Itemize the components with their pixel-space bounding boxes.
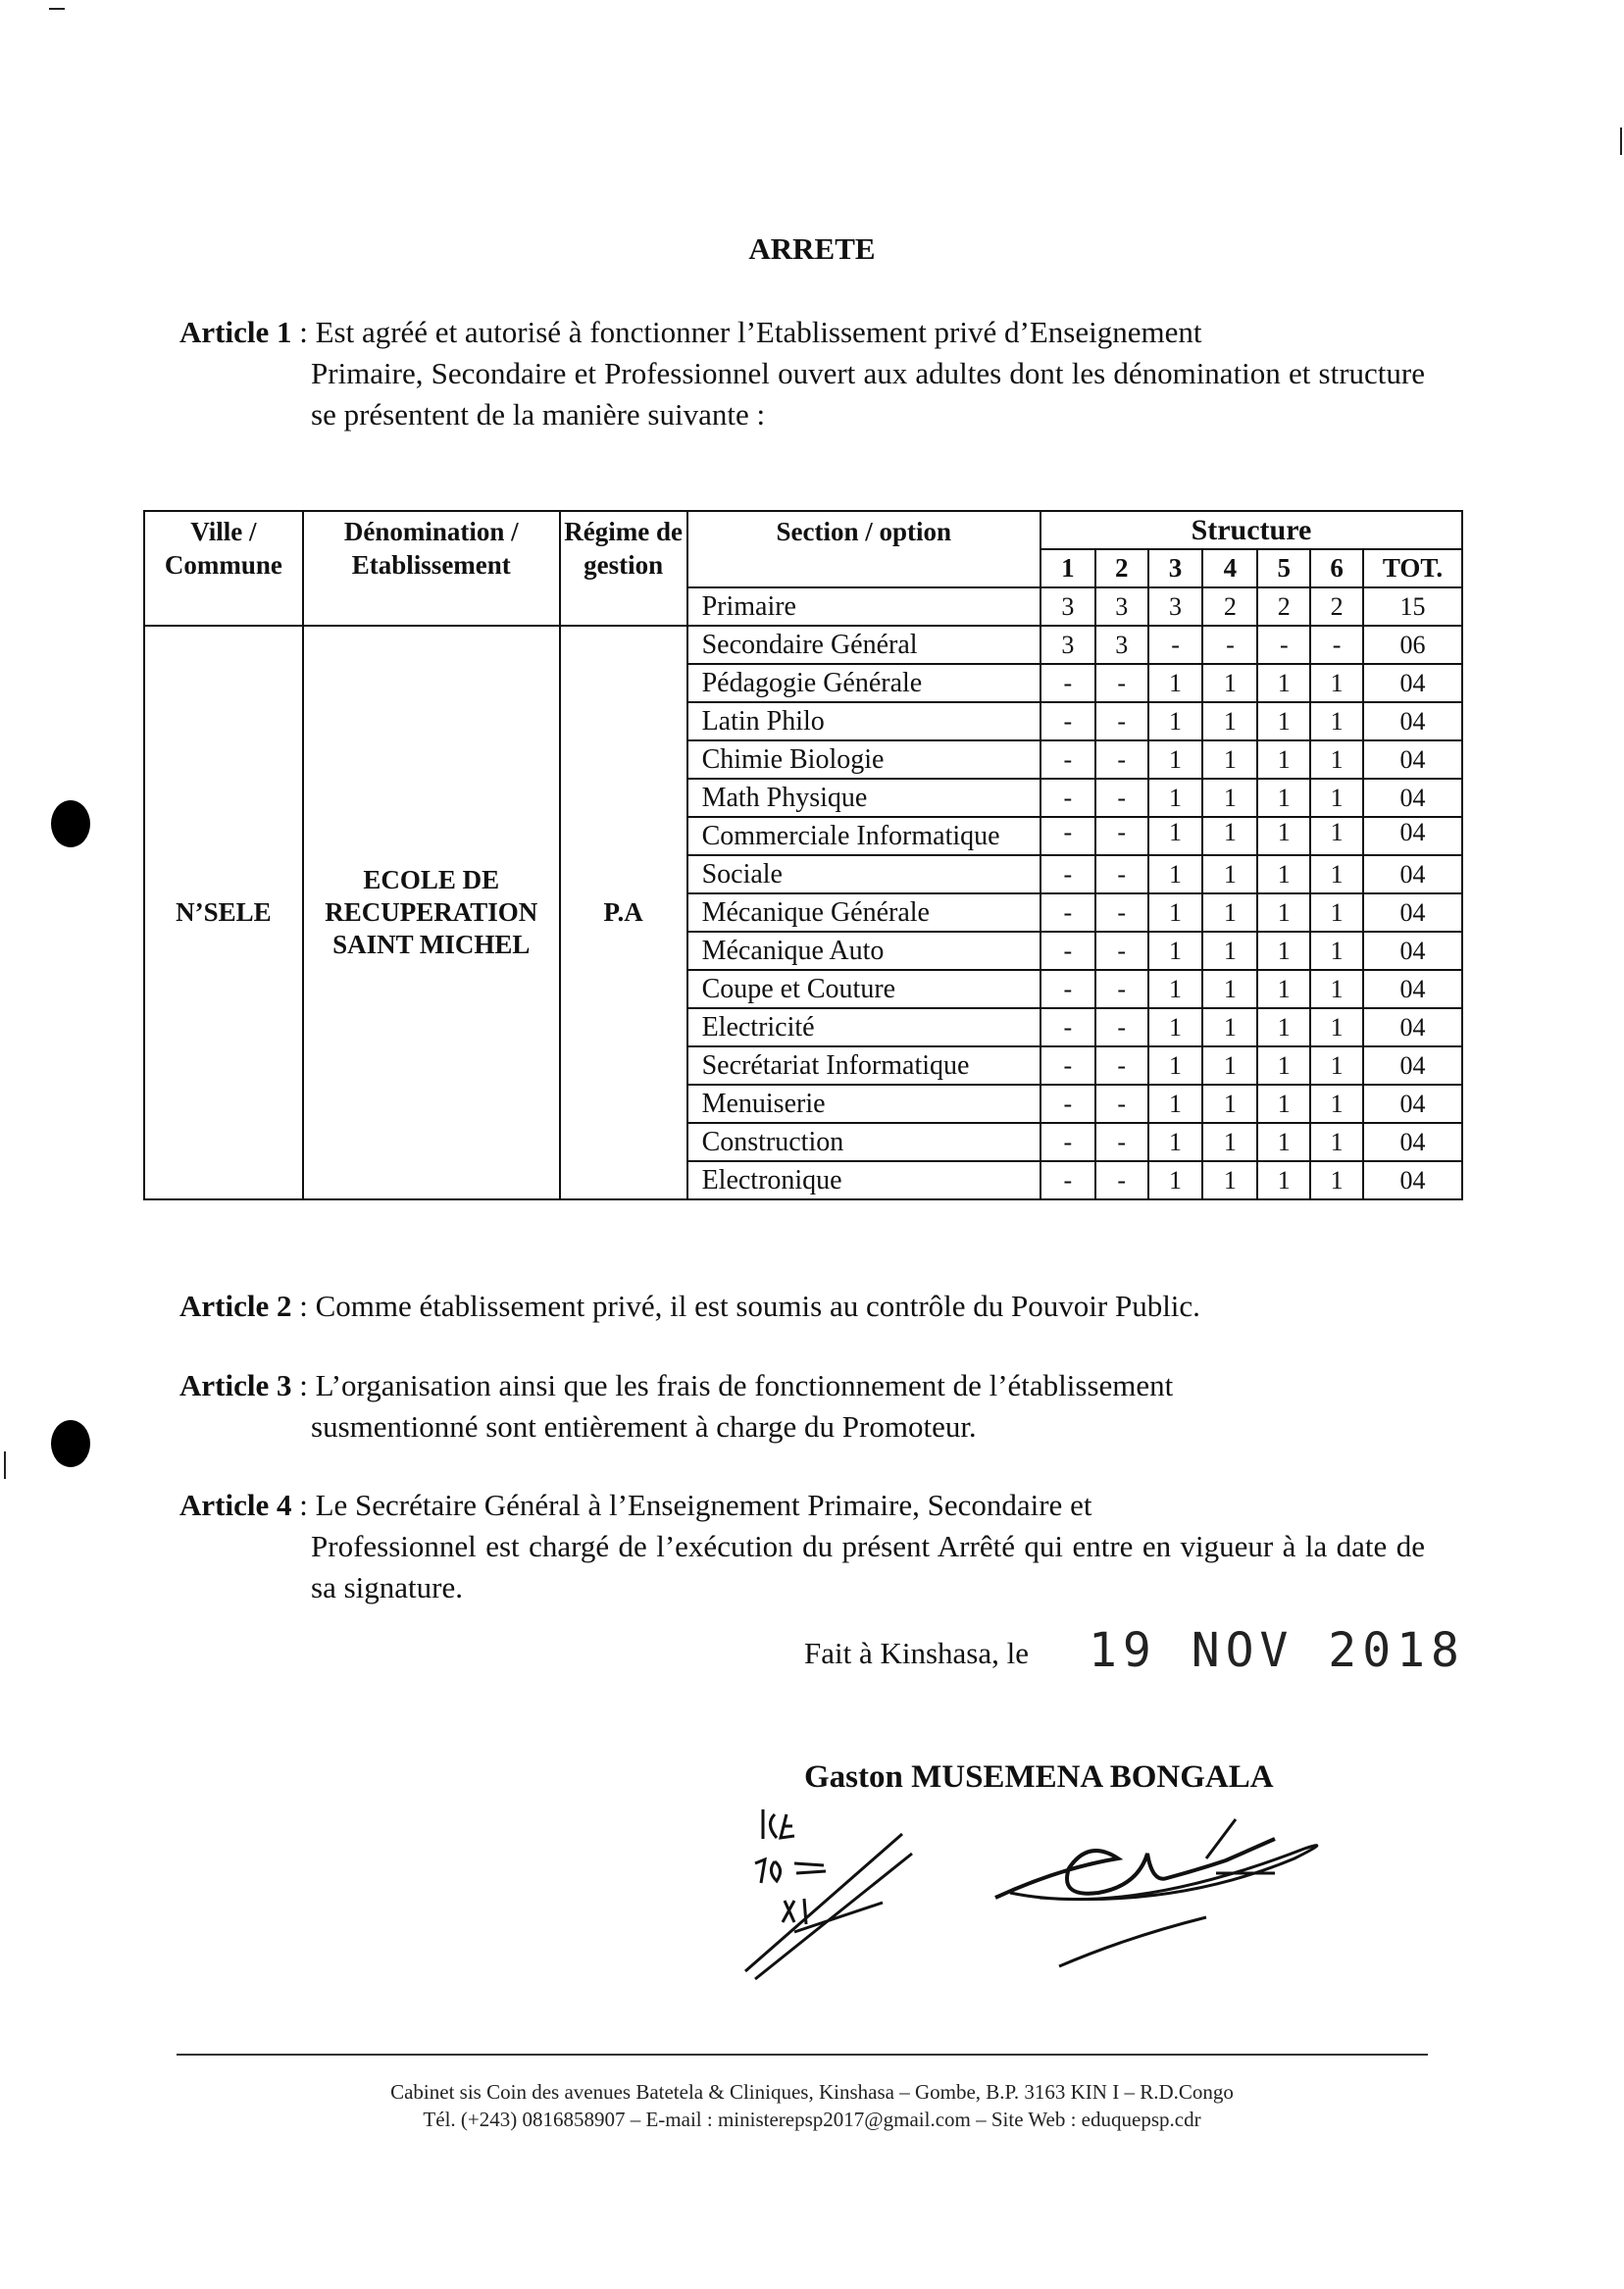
header-col-4: 4 <box>1202 549 1257 587</box>
header-denomination: Dénomination / Etablissement <box>303 511 560 626</box>
structure-cell-c2: - <box>1095 1161 1148 1199</box>
structure-cell-c1: 3 <box>1040 626 1095 664</box>
article-1-sep: : <box>291 315 316 349</box>
structure-cell-c5: 1 <box>1257 1123 1310 1161</box>
article-2 <box>179 1286 1425 1327</box>
section-cell: Mécanique Auto <box>687 932 1040 970</box>
structure-cell-c4: 1 <box>1202 1123 1257 1161</box>
structure-cell-c5: 1 <box>1257 702 1310 740</box>
structure-cell-c2: - <box>1095 1046 1148 1085</box>
structure-cell-c1: - <box>1040 702 1095 740</box>
structure-cell-c3: 1 <box>1148 1123 1203 1161</box>
structure-cell-c4: - <box>1202 626 1257 664</box>
structure-cell-c1: - <box>1040 1085 1095 1123</box>
section-cell: Chimie Biologie <box>687 740 1040 779</box>
section-cell: Pédagogie Générale <box>687 664 1040 702</box>
article-4-line1: Le Secrétaire Général à l’Enseignement Primaire, Secondaire et <box>315 1488 1092 1522</box>
article-3-label: Article 3 <box>179 1368 292 1402</box>
structure-cell-c6: 1 <box>1310 893 1363 932</box>
structure-cell-c2: - <box>1095 1085 1148 1123</box>
section-cell: Electronique <box>687 1161 1040 1199</box>
structure-cell-c1: - <box>1040 1008 1095 1046</box>
structure-cell-c3: 1 <box>1148 855 1203 893</box>
structure-cell-c3: 3 <box>1148 587 1203 626</box>
section-cell: Menuiserie <box>687 1085 1040 1123</box>
structure-cell-c2: - <box>1095 664 1148 702</box>
structure-cell-c3: 1 <box>1148 1085 1203 1123</box>
structure-cell-c1: - <box>1040 970 1095 1008</box>
structure-cell-c3: 1 <box>1148 1046 1203 1085</box>
structure-cell-c2: - <box>1095 702 1148 740</box>
scan-mark-left <box>4 1451 6 1479</box>
place-date-line: Fait à Kinshasa, le <box>804 1636 1030 1670</box>
header-col-6: 6 <box>1310 549 1363 587</box>
structure-cell-c5: 1 <box>1257 932 1310 970</box>
article-3-sep: : <box>291 1368 316 1402</box>
structure-cell-c1: - <box>1040 664 1095 702</box>
section-cell: Secrétariat Informatique <box>687 1046 1040 1085</box>
structure-cell-c5: 1 <box>1257 1161 1310 1199</box>
structure-cell-c1: - <box>1040 893 1095 932</box>
structure-cell-c4: 1 <box>1202 1085 1257 1123</box>
structure-cell-c2: - <box>1095 740 1148 779</box>
structure-cell-tot: 04 <box>1363 970 1462 1008</box>
structure-cell-c2: - <box>1095 1008 1148 1046</box>
document-title: ARRETE <box>748 231 876 266</box>
structure-cell-c1: - <box>1040 1161 1095 1199</box>
structure-cell-c5: 2 <box>1257 587 1310 626</box>
article-1-label: Article 1 <box>179 315 292 349</box>
handwritten-initials <box>736 1785 932 1991</box>
section-cell: Coupe et Couture <box>687 970 1040 1008</box>
article-2-label: Article 2 <box>179 1289 292 1323</box>
structure-cell-tot: 04 <box>1363 1085 1462 1123</box>
structure-cell-c1: - <box>1040 740 1095 779</box>
structure-cell-c1: - <box>1040 932 1095 970</box>
structure-cell-tot: 04 <box>1363 779 1462 817</box>
structure-cell-c5: 1 <box>1257 893 1310 932</box>
header-col-2: 2 <box>1095 549 1148 587</box>
section-cell: Secondaire Général <box>687 626 1040 664</box>
section-cell: Sociale <box>687 855 1040 893</box>
structure-cell-c2: - <box>1095 1123 1148 1161</box>
article-4-sep: : <box>291 1488 316 1522</box>
structure-cell-c3: 1 <box>1148 817 1203 855</box>
article-3-text: susmentionné sont entièrement à charge du Promoteur. <box>311 1409 977 1444</box>
regime-cell: P.A <box>560 626 687 1199</box>
structure-cell-c1: - <box>1040 1046 1095 1085</box>
structure-cell-tot: 04 <box>1363 664 1462 702</box>
article-1-text: Primaire, Secondaire et Professionnel ouvert aux adultes dont les dénomination et structure se présentent de la manière suivante : <box>311 356 1425 432</box>
scan-mark-top-left <box>49 8 65 10</box>
structure-cell-c2: - <box>1095 817 1148 855</box>
structure-cell-c4: 1 <box>1202 702 1257 740</box>
section-cell: Primaire <box>687 587 1040 626</box>
structure-cell-c3: 1 <box>1148 1161 1203 1199</box>
structure-cell-c5: 1 <box>1257 1046 1310 1085</box>
structure-cell-c2: 3 <box>1095 587 1148 626</box>
structure-cell-tot: 04 <box>1363 855 1462 893</box>
structure-cell-tot: 04 <box>1363 1161 1462 1199</box>
structure-cell-c1: - <box>1040 817 1095 855</box>
structure-cell-c6: 1 <box>1310 970 1363 1008</box>
structure-cell-tot: 04 <box>1363 817 1462 855</box>
structure-cell-c4: 1 <box>1202 779 1257 817</box>
etablissement-cell: ECOLE DE RECUPERATION SAINT MICHEL <box>303 626 560 1199</box>
section-cell: Construction <box>687 1123 1040 1161</box>
date-stamp: 19 NOV 2018 <box>1089 1623 1465 1678</box>
structure-cell-c2: - <box>1095 970 1148 1008</box>
table-row <box>144 626 1462 664</box>
structure-cell-c5: 1 <box>1257 970 1310 1008</box>
structure-cell-c1: - <box>1040 1123 1095 1161</box>
header-ville: Ville / Commune <box>144 511 303 626</box>
structure-cell-c6: 1 <box>1310 1123 1363 1161</box>
article-3-line1: L’organisation ainsi que les frais de fonctionnement de l’établissement <box>315 1368 1174 1402</box>
structure-cell-c4: 2 <box>1202 587 1257 626</box>
structure-cell-c3: 1 <box>1148 932 1203 970</box>
structure-cell-c3: - <box>1148 626 1203 664</box>
section-cell: Math Physique <box>687 779 1040 817</box>
structure-cell-c4: 1 <box>1202 855 1257 893</box>
structure-cell-c3: 1 <box>1148 702 1203 740</box>
structure-cell-tot: 04 <box>1363 1123 1462 1161</box>
structure-cell-c4: 1 <box>1202 740 1257 779</box>
structure-cell-c5: 1 <box>1257 664 1310 702</box>
structure-cell-c3: 1 <box>1148 970 1203 1008</box>
structure-cell-c5: 1 <box>1257 1085 1310 1123</box>
structure-cell-c3: 1 <box>1148 893 1203 932</box>
header-regime: Régime de gestion <box>560 511 687 626</box>
ville-cell: N’SELE <box>144 626 303 1199</box>
structure-cell-c2: - <box>1095 932 1148 970</box>
structure-cell-c2: - <box>1095 893 1148 932</box>
punch-hole-bottom <box>51 1420 90 1467</box>
structure-cell-tot: 04 <box>1363 932 1462 970</box>
structure-cell-c5: 1 <box>1257 1008 1310 1046</box>
structure-table <box>143 510 1463 1200</box>
structure-cell-tot: 04 <box>1363 1008 1462 1046</box>
structure-cell-c2: 3 <box>1095 626 1148 664</box>
structure-cell-c6: 1 <box>1310 664 1363 702</box>
structure-cell-tot: 04 <box>1363 702 1462 740</box>
article-2-text: Comme établissement privé, il est soumis au contrôle du Pouvoir Public. <box>315 1289 1200 1323</box>
structure-cell-c3: 1 <box>1148 779 1203 817</box>
structure-cell-tot: 06 <box>1363 626 1462 664</box>
structure-cell-tot: 15 <box>1363 587 1462 626</box>
structure-cell-c5: 1 <box>1257 779 1310 817</box>
article-4-text: Professionnel est chargé de l’exécution du présent Arrêté qui entre en vigueur à la date de sa signature. <box>311 1529 1425 1604</box>
article-1-line1: Est agréé et autorisé à fonctionner l’Etablissement privé d’Enseignement <box>315 315 1202 349</box>
structure-cell-c4: 1 <box>1202 1161 1257 1199</box>
structure-cell-c3: 1 <box>1148 664 1203 702</box>
structure-cell-c1: - <box>1040 855 1095 893</box>
structure-cell-c6: 1 <box>1310 1161 1363 1199</box>
structure-cell-c2: - <box>1095 779 1148 817</box>
structure-cell-c3: 1 <box>1148 740 1203 779</box>
structure-cell-c6: 1 <box>1310 1046 1363 1085</box>
punch-hole-top <box>51 800 90 847</box>
structure-cell-c1: 3 <box>1040 587 1095 626</box>
section-cell: Commerciale Informatique <box>687 817 1040 855</box>
header-section: Section / option <box>687 511 1040 587</box>
structure-cell-c4: 1 <box>1202 817 1257 855</box>
structure-cell-c6: 1 <box>1310 855 1363 893</box>
structure-cell-tot: 04 <box>1363 1046 1462 1085</box>
structure-cell-c5: - <box>1257 626 1310 664</box>
structure-cell-c4: 1 <box>1202 664 1257 702</box>
structure-cell-c4: 1 <box>1202 893 1257 932</box>
scan-mark-right <box>1620 127 1622 155</box>
section-cell: Latin Philo <box>687 702 1040 740</box>
structure-cell-c6: 1 <box>1310 702 1363 740</box>
footer-address: Cabinet sis Coin des avenues Batetela & Cliniques, Kinshasa – Gombe, B.P. 3163 KIN I – R.D.Congo <box>390 2080 1234 2104</box>
structure-cell-c3: 1 <box>1148 1008 1203 1046</box>
signature <box>981 1800 1373 1976</box>
structure-cell-c4: 1 <box>1202 1046 1257 1085</box>
structure-cell-c2: - <box>1095 855 1148 893</box>
article-1 <box>179 312 1425 435</box>
article-2-sep: : <box>291 1289 316 1323</box>
article-4-label: Article 4 <box>179 1488 292 1522</box>
structure-cell-c1: - <box>1040 779 1095 817</box>
structure-cell-c6: 1 <box>1310 1008 1363 1046</box>
section-cell: Electricité <box>687 1008 1040 1046</box>
article-4 <box>179 1485 1425 1608</box>
header-col-3: 3 <box>1148 549 1203 587</box>
structure-cell-c4: 1 <box>1202 932 1257 970</box>
structure-cell-tot: 04 <box>1363 893 1462 932</box>
footer-contact: Tél. (+243) 0816858907 – E-mail : ministerepsp2017@gmail.com – Site Web : eduquepsp.cdr <box>423 2108 1201 2131</box>
header-col-1: 1 <box>1040 549 1095 587</box>
structure-cell-c6: 1 <box>1310 740 1363 779</box>
structure-cell-c6: 1 <box>1310 1085 1363 1123</box>
structure-cell-c6: - <box>1310 626 1363 664</box>
structure-cell-c4: 1 <box>1202 1008 1257 1046</box>
signer-name: Gaston MUSEMENA BONGALA <box>804 1759 1274 1795</box>
structure-cell-c5: 1 <box>1257 740 1310 779</box>
structure-cell-c4: 1 <box>1202 970 1257 1008</box>
structure-cell-c6: 2 <box>1310 587 1363 626</box>
header-col-total: TOT. <box>1363 549 1462 587</box>
article-3 <box>179 1365 1425 1448</box>
structure-cell-c6: 1 <box>1310 932 1363 970</box>
header-structure: Structure <box>1040 511 1462 549</box>
structure-cell-c5: 1 <box>1257 855 1310 893</box>
structure-cell-c6: 1 <box>1310 817 1363 855</box>
footer-rule <box>177 2054 1428 2056</box>
section-cell: Mécanique Générale <box>687 893 1040 932</box>
structure-cell-tot: 04 <box>1363 740 1462 779</box>
structure-cell-c6: 1 <box>1310 779 1363 817</box>
structure-cell-c5: 1 <box>1257 817 1310 855</box>
header-col-5: 5 <box>1257 549 1310 587</box>
